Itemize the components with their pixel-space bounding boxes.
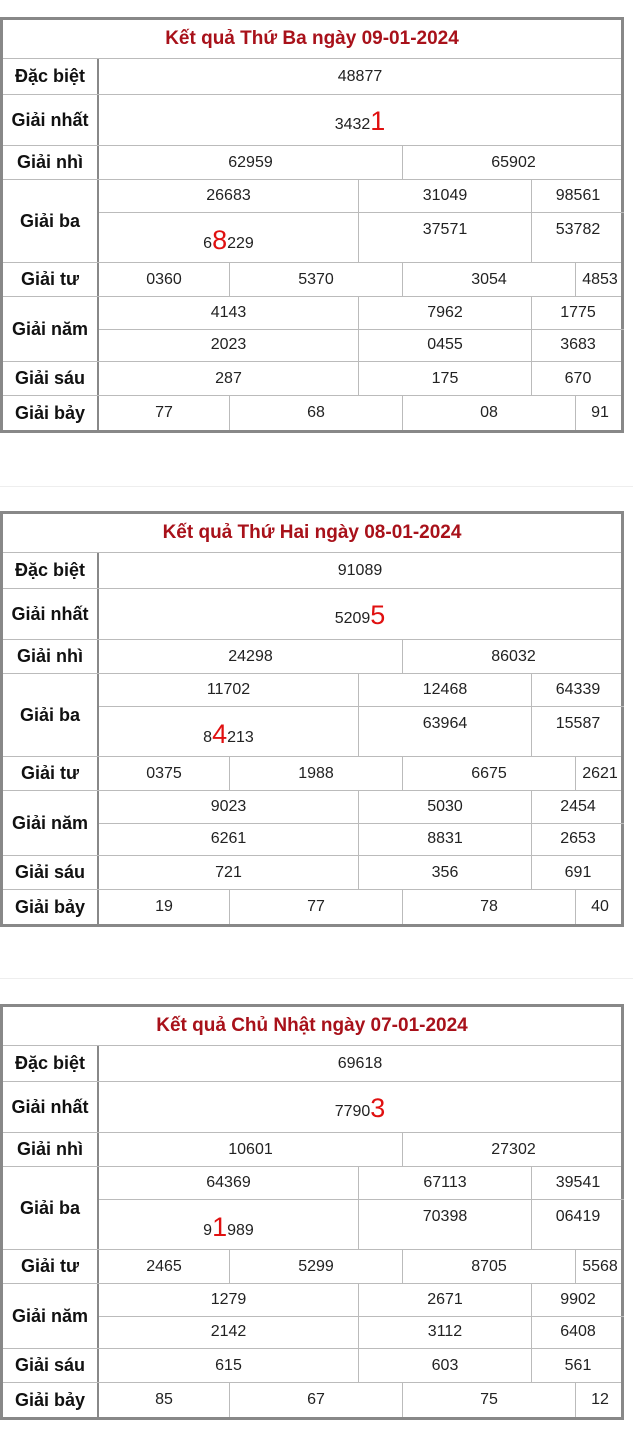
third-prize-highlight: 1 xyxy=(212,1212,228,1242)
second-prize-value: 65902 xyxy=(402,146,624,179)
label-sixth: Giải sáu xyxy=(3,1349,99,1382)
row-third xyxy=(3,674,621,757)
label-special: Đặc biệt xyxy=(3,1046,99,1081)
label-third: Giải ba xyxy=(3,180,99,262)
sixth-prize-value: 287 xyxy=(215,369,242,387)
third-prize-value: 67113 xyxy=(358,1167,531,1199)
third-prize-value: 37571 xyxy=(358,213,531,262)
lottery-table-2 xyxy=(0,511,624,927)
row-second xyxy=(3,1133,621,1167)
third-prize-value: 26683 xyxy=(206,186,251,204)
row-third xyxy=(3,1167,621,1250)
label-fourth: Giải tư xyxy=(3,1250,99,1283)
label-first: Giải nhất xyxy=(3,1082,99,1132)
label-fifth: Giải năm xyxy=(3,297,99,361)
row-seventh xyxy=(3,1383,621,1417)
third-prize-prefix: 8 xyxy=(203,729,213,746)
fifth-prize-value: 9023 xyxy=(210,797,247,815)
section-divider xyxy=(0,486,633,487)
third-prize-value: 39541 xyxy=(531,1167,624,1199)
sixth-prize-value: 615 xyxy=(215,1356,242,1374)
table-title: Kết quả Chủ Nhật ngày 07-01-2024 xyxy=(3,1007,621,1046)
row-sixth xyxy=(3,856,621,890)
seventh-prize-value: 85 xyxy=(155,1391,173,1408)
fifth-prize-value: 7962 xyxy=(358,297,531,329)
fifth-prize-value: 2671 xyxy=(358,1284,531,1316)
label-fifth: Giải năm xyxy=(3,791,99,855)
row-special xyxy=(3,59,621,95)
third-prize-value xyxy=(99,707,358,756)
second-prize-value: 24298 xyxy=(228,647,273,665)
fifth-prize-value: 0455 xyxy=(358,330,531,362)
row-second xyxy=(3,640,621,674)
third-prize-prefix: 6 xyxy=(203,235,213,252)
fourth-prize-value: 0360 xyxy=(146,270,182,288)
fourth-prize-value: 1988 xyxy=(229,757,402,790)
seventh-prize-value: 91 xyxy=(575,396,624,430)
fourth-prize-value: 2465 xyxy=(146,1257,182,1275)
label-fifth: Giải năm xyxy=(3,1284,99,1348)
row-second xyxy=(3,146,621,180)
fourth-prize-value: 5568 xyxy=(575,1250,624,1283)
first-prize-prefix: 3432 xyxy=(334,116,371,133)
fourth-prize-value: 5370 xyxy=(229,263,402,296)
sixth-prize-value: 175 xyxy=(358,362,531,395)
third-prize-value: 98561 xyxy=(531,180,624,212)
seventh-prize-value: 77 xyxy=(229,890,402,924)
fourth-prize-value: 2621 xyxy=(575,757,624,790)
seventh-prize-value: 19 xyxy=(155,898,173,915)
sixth-prize-value: 356 xyxy=(358,856,531,889)
row-seventh xyxy=(3,890,621,924)
first-prize-prefix: 7790 xyxy=(334,1103,371,1120)
seventh-prize-value: 68 xyxy=(229,396,402,430)
label-sixth: Giải sáu xyxy=(3,362,99,395)
row-fourth xyxy=(3,263,621,297)
third-prize-value: 63964 xyxy=(358,707,531,756)
sixth-prize-value: 721 xyxy=(215,863,242,881)
row-third xyxy=(3,180,621,263)
third-prize-highlight: 4 xyxy=(212,719,228,749)
seventh-prize-value: 67 xyxy=(229,1383,402,1417)
seventh-prize-value: 78 xyxy=(402,890,575,924)
seventh-prize-value: 12 xyxy=(575,1383,624,1417)
third-prize-value: 06419 xyxy=(531,1200,624,1249)
row-first xyxy=(3,589,621,640)
sixth-prize-value: 561 xyxy=(531,1349,624,1382)
fourth-prize-value: 6675 xyxy=(402,757,575,790)
fifth-prize-value: 2023 xyxy=(210,336,247,354)
label-first: Giải nhất xyxy=(3,95,99,145)
fourth-prize-value: 5299 xyxy=(229,1250,402,1283)
sixth-prize-value: 603 xyxy=(358,1349,531,1382)
table-title: Kết quả Thứ Ba ngày 09-01-2024 xyxy=(3,20,621,59)
third-prize-value xyxy=(99,1200,358,1249)
label-fourth: Giải tư xyxy=(3,757,99,790)
third-prize-value: 53782 xyxy=(531,213,624,262)
fifth-prize-value: 3683 xyxy=(531,330,624,362)
label-third: Giải ba xyxy=(3,674,99,756)
first-prize-value xyxy=(99,1082,621,1132)
row-fourth xyxy=(3,1250,621,1284)
third-prize-suffix: 213 xyxy=(227,729,254,746)
fifth-prize-value: 8831 xyxy=(358,824,531,856)
label-seventh: Giải bảy xyxy=(3,396,99,430)
label-special: Đặc biệt xyxy=(3,553,99,588)
seventh-prize-value: 77 xyxy=(155,404,173,421)
seventh-prize-value: 08 xyxy=(402,396,575,430)
row-fifth xyxy=(3,297,621,362)
third-prize-highlight: 8 xyxy=(212,225,228,255)
fifth-prize-value: 3112 xyxy=(358,1317,531,1349)
label-special: Đặc biệt xyxy=(3,59,99,94)
third-prize-suffix: 989 xyxy=(227,1222,254,1239)
second-prize-value: 10601 xyxy=(228,1140,273,1158)
fourth-prize-value: 3054 xyxy=(402,263,575,296)
first-prize-value xyxy=(99,589,621,639)
third-prize-value: 11702 xyxy=(206,680,251,698)
seventh-prize-value: 75 xyxy=(402,1383,575,1417)
table-title: Kết quả Thứ Hai ngày 08-01-2024 xyxy=(3,514,621,553)
seventh-prize-value: 40 xyxy=(575,890,624,924)
fifth-prize-value: 4143 xyxy=(210,303,247,321)
first-prize-prefix: 5209 xyxy=(334,610,371,627)
first-prize-highlight: 5 xyxy=(370,600,386,630)
row-sixth xyxy=(3,1349,621,1383)
section-divider xyxy=(0,978,633,979)
row-fifth xyxy=(3,791,621,856)
label-seventh: Giải bảy xyxy=(3,890,99,924)
label-fourth: Giải tư xyxy=(3,263,99,296)
second-prize-value: 27302 xyxy=(402,1133,624,1166)
row-sixth xyxy=(3,362,621,396)
first-prize-highlight: 3 xyxy=(370,1093,386,1123)
second-prize-value: 62959 xyxy=(228,153,273,171)
special-prize-value: 69618 xyxy=(337,1054,383,1072)
row-seventh xyxy=(3,396,621,430)
label-first: Giải nhất xyxy=(3,589,99,639)
fifth-prize-value: 6261 xyxy=(210,830,247,848)
third-prize-value: 31049 xyxy=(358,180,531,212)
third-prize-value: 12468 xyxy=(358,674,531,706)
label-second: Giải nhì xyxy=(3,1133,99,1166)
first-prize-highlight: 1 xyxy=(370,106,386,136)
special-prize-value: 91089 xyxy=(337,561,383,579)
third-prize-value: 15587 xyxy=(531,707,624,756)
lottery-table-3 xyxy=(0,1004,624,1420)
third-prize-suffix: 229 xyxy=(227,235,254,252)
fifth-prize-value: 2142 xyxy=(210,1323,247,1341)
label-sixth: Giải sáu xyxy=(3,856,99,889)
row-fourth xyxy=(3,757,621,791)
third-prize-value xyxy=(99,213,358,262)
third-prize-value: 64339 xyxy=(531,674,624,706)
fifth-prize-value: 5030 xyxy=(358,791,531,823)
lottery-table-1 xyxy=(0,17,624,433)
fourth-prize-value: 4853 xyxy=(575,263,624,296)
second-prize-value: 86032 xyxy=(402,640,624,673)
fourth-prize-value: 0375 xyxy=(146,764,182,782)
third-prize-value: 70398 xyxy=(358,1200,531,1249)
first-prize-value xyxy=(99,95,621,145)
label-seventh: Giải bảy xyxy=(3,1383,99,1417)
label-second: Giải nhì xyxy=(3,146,99,179)
fifth-prize-value: 1775 xyxy=(531,297,624,329)
row-special xyxy=(3,553,621,589)
row-special xyxy=(3,1046,621,1082)
sixth-prize-value: 691 xyxy=(531,856,624,889)
third-prize-value: 64369 xyxy=(206,1173,251,1191)
fifth-prize-value: 6408 xyxy=(531,1317,624,1349)
sixth-prize-value: 670 xyxy=(531,362,624,395)
fifth-prize-value: 2454 xyxy=(531,791,624,823)
fifth-prize-value: 2653 xyxy=(531,824,624,856)
fifth-prize-value: 9902 xyxy=(531,1284,624,1316)
row-first xyxy=(3,1082,621,1133)
special-prize-value: 48877 xyxy=(337,67,383,85)
label-third: Giải ba xyxy=(3,1167,99,1249)
row-fifth xyxy=(3,1284,621,1349)
row-first xyxy=(3,95,621,146)
fourth-prize-value: 8705 xyxy=(402,1250,575,1283)
fifth-prize-value: 1279 xyxy=(210,1290,247,1308)
third-prize-prefix: 9 xyxy=(203,1222,213,1239)
label-second: Giải nhì xyxy=(3,640,99,673)
